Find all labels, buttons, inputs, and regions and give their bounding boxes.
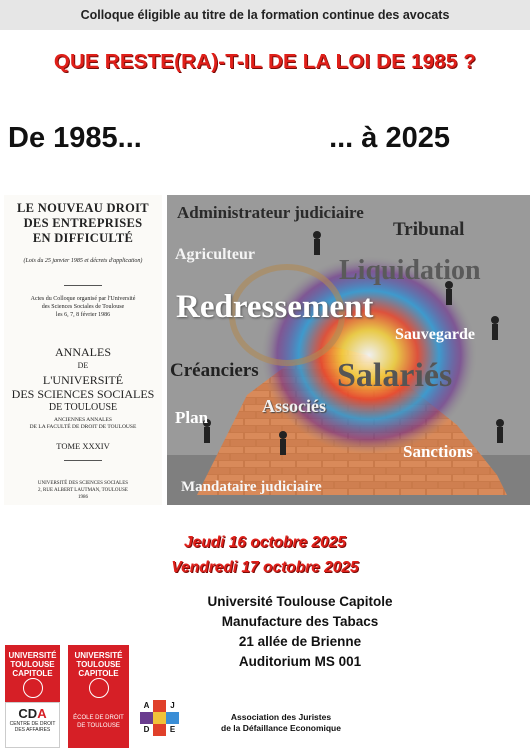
venue-address: 21 allée de Brienne <box>238 634 362 649</box>
association-name: Association des Juristes de la Défaillance Economique <box>221 712 341 733</box>
book-series: ANCIENNES ANNALES DE LA FACULTÉ DE DROIT DE TOULOUSE <box>29 417 137 430</box>
collage-word-associes: Associés <box>262 396 326 416</box>
collage-word-tribunal: Tribunal <box>393 219 465 240</box>
collage-word-agriculteur: Agriculteur <box>175 246 255 263</box>
venue-room: Auditorium MS 001 <box>238 654 362 669</box>
page-title: QUE RESTE(RA)-T-IL DE LA LOI DE 1985 ? <box>53 50 477 73</box>
ajde-logo: A J D E <box>140 700 192 748</box>
date-day-1: Jeudi 16 octobre 2025 <box>184 534 346 551</box>
collage-word-creanciers: Créanciers <box>170 360 259 381</box>
book-law-reference: (Lois du 25 janvier 1985 et décrets d'application) <box>23 258 143 264</box>
from-heading: De 1985... <box>8 122 142 154</box>
ut-capitole-logo-2: UNIVERSITÉ TOULOUSE CAPITOLE <box>68 645 129 702</box>
collage-word-liquidation: Liquidation <box>339 255 481 286</box>
book-divider <box>64 285 102 286</box>
date-day-2: Vendredi 17 octobre 2025 <box>171 559 359 576</box>
banner-text: Colloque éligible au titre de la formation continue des avocats <box>80 8 450 22</box>
collage-word-sanctions: Sanctions <box>403 442 473 461</box>
collage-word-administrateur: Administrateur judiciaire <box>177 203 364 222</box>
collage-word-redressement: Redressement <box>176 289 374 325</box>
book-tome: TOME XXXIV <box>56 441 110 451</box>
book-title: LE NOUVEAU DROIT DES ENTREPRISES EN DIFFICULTÉ <box>17 201 149 245</box>
venue-building: Manufacture des Tabacs <box>221 614 379 629</box>
word-collage-image <box>167 195 530 505</box>
book-publisher: UNIVERSITÉ DES SCIENCES SOCIALES 2, RUE ALBERT LAUTMAN, TOULOUSE 1986 <box>37 481 129 500</box>
collage-word-salaries: Salariés <box>337 357 453 394</box>
book-acts: Actes du Colloque organisé par l'Université des Sciences Sociales de Toulouse les 6, 7, 8 février 1986 <box>30 296 136 318</box>
venue-university: Université Toulouse Capitole <box>207 594 393 609</box>
ut-capitole-logo: UNIVERSITÉ TOULOUSE CAPITOLE <box>5 645 60 702</box>
top-banner <box>0 0 530 30</box>
collage-word-mandataire: Mandataire judiciaire <box>181 479 322 495</box>
brick-wall-illustration <box>167 195 530 505</box>
ecole-droit-toulouse-logo: ÉCOLE DE DROIT DE TOULOUSE <box>68 702 129 748</box>
cda-logo: CDA CENTRE DE DROIT DES AFFAIRES <box>5 702 60 748</box>
university-seal-icon <box>89 678 109 698</box>
collage-word-sauvegarde: Sauvegarde <box>395 326 475 343</box>
book-divider <box>64 460 102 461</box>
to-heading: ... à 2025 <box>329 122 450 154</box>
university-seal-icon <box>23 678 43 698</box>
book-annales: ANNALES DE L'UNIVERSITÉ DES SCIENCES SOCIALES DE TOULOUSE <box>11 345 155 413</box>
book-cover-image <box>4 195 162 505</box>
collage-word-plan: Plan <box>175 408 209 427</box>
